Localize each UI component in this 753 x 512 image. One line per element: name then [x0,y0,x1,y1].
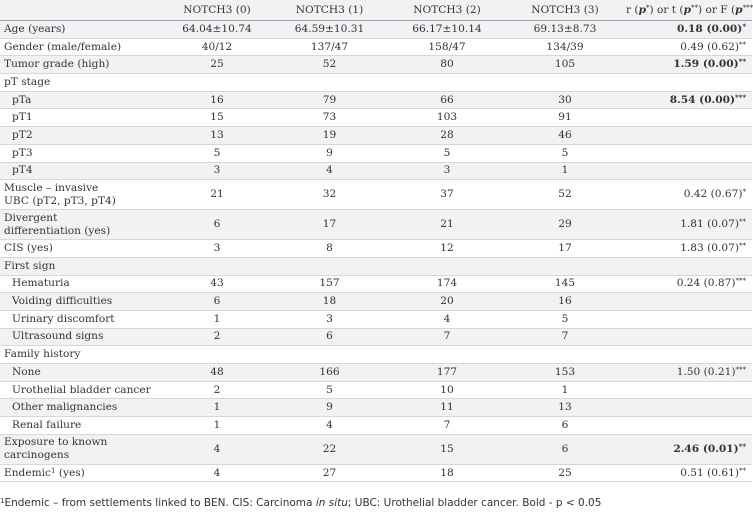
row-label [0,310,163,328]
cell-statistic [624,328,752,346]
header-notch3-3: NOTCH3 (3) [506,0,624,21]
table-row [0,38,752,56]
row-label [0,180,163,210]
table-row [0,464,752,482]
cell-notch3-3: 6 [561,442,569,455]
statistic-value: 0.51 (0.61) [680,466,739,479]
cell-notch3-3: 105 [554,58,576,71]
row-label [0,162,163,180]
cell-notch3-1: 8 [326,242,333,255]
cell-notch3-0: 40/12 [201,40,233,53]
cell-notch3-2: 80 [440,58,454,71]
cell-notch3-3: 25 [558,466,572,479]
row-label [0,38,163,56]
header-notch3-2: NOTCH3 (2) [388,0,506,21]
row-label-text: First sign [4,259,56,272]
statistic-value: 0.24 (0.87) [676,277,736,290]
cell-notch3-0 [163,346,271,364]
row-label-text: Endemic [4,466,51,479]
cell-statistic [624,38,752,56]
cell-notch3-3: 17 [558,242,572,255]
cell-notch3-3: 52 [558,188,572,201]
row-label-text: pT stage [4,75,51,88]
table-row [0,180,752,210]
statistic-marker: ** [739,218,746,227]
cell-notch3-3: 29 [558,218,572,231]
row-label-text: pT1 [12,111,33,124]
cell-notch3-0: 3 [213,164,221,177]
cell-notch3-0: 3 [213,242,221,255]
statistic-value: 2.46 (0.01) [673,442,739,455]
cell-statistic [624,381,752,399]
cell-notch3-2: 4 [443,312,451,325]
cell-notch3-1: 4 [326,418,333,431]
table-row [0,74,752,92]
cell-notch3-3 [506,74,624,92]
header-row [0,0,752,21]
statistic-marker: ** [739,242,746,251]
cell-notch3-3 [506,257,624,275]
row-label-text: Voiding difficulties [12,295,113,308]
cell-notch3-2: 20 [440,295,454,308]
cell-statistic [624,275,752,293]
cell-notch3-1: 79 [322,93,337,106]
cell-notch3-1: 5 [326,383,333,396]
cell-statistic [624,434,752,464]
table-row [0,91,752,109]
cell-statistic [624,364,752,382]
cell-notch3-1: 22 [322,442,337,455]
cell-notch3-1: 166 [319,365,340,378]
cell-notch3-2: 7 [443,418,451,431]
statistic-value: 0.49 (0.62) [680,40,739,53]
cell-notch3-0: 6 [213,218,221,231]
cell-notch3-1: 157 [319,277,340,290]
statistic-value: 1.81 (0.07) [680,218,739,231]
table-body [0,21,752,482]
cell-statistic [624,346,752,364]
cell-notch3-1: 32 [322,188,337,201]
row-label-line2: carcinogens [4,449,70,462]
cell-notch3-2: 66.17±10.14 [412,22,482,35]
cell-notch3-0: 43 [210,277,224,290]
row-label [0,91,163,109]
row-label-text: Tumor grade (high) [4,58,110,71]
cell-notch3-3 [506,346,624,364]
table-row [0,257,752,275]
row-label [0,328,163,346]
cell-statistic [624,210,752,240]
cell-statistic [624,144,752,162]
row-label-text: Divergent [4,211,58,224]
cell-notch3-1: 18 [322,295,337,308]
cell-notch3-2: 177 [436,365,458,378]
table-row [0,328,752,346]
footnote: $^1$Endemic – from settlements linked to BEN. CIS: Carcinoma in situ; UBC: Urothelial bladder cancer. Bold - p < 0.05 [0,497,602,509]
cell-notch3-3: 5 [561,312,569,325]
cell-notch3-0: 5 [213,146,221,159]
statistic-value: 8.54 (0.00) [669,93,736,106]
row-label-text: Ultrasound signs [12,330,104,343]
row-label-text: pT2 [12,128,33,141]
cell-notch3-2 [388,257,506,275]
cell-notch3-3: 30 [558,93,572,106]
cell-notch3-1: 17 [322,218,337,231]
cell-notch3-3: 1 [561,383,569,396]
statistic-value: 1.59 (0.00) [673,58,739,71]
cell-notch3-2: 10 [440,383,454,396]
table-row [0,109,752,127]
cell-notch3-1: 9 [326,401,333,414]
header-blank [0,0,163,21]
cell-notch3-2: 28 [440,128,454,141]
statistic-value: 1.50 (0.21) [676,365,736,378]
cell-notch3-2: 18 [440,466,454,479]
row-label [0,210,163,240]
statistic-value: 0.42 (0.67) [683,188,743,201]
header-statistic: r (p*) or t (p**) or F (p*** [624,0,752,21]
cell-notch3-1: 27 [322,466,337,479]
cell-notch3-0: 64.04±10.74 [182,22,252,35]
cell-notch3-2: 103 [436,111,458,124]
row-label [0,127,163,145]
row-label [0,74,163,92]
cell-notch3-2: 174 [436,277,458,290]
cell-notch3-2 [388,346,506,364]
cell-notch3-2: 66 [440,93,454,106]
cell-statistic [624,91,752,109]
row-label-text: Exposure to known [4,436,108,449]
cell-notch3-0: 2 [213,330,221,343]
footnote-marker: 1 [50,466,56,475]
table-row [0,210,752,240]
row-label [0,346,163,364]
cell-notch3-0: 6 [213,295,221,308]
cell-statistic [624,74,752,92]
row-label-text: Hematuria [12,277,70,290]
statistic-value: 0.18 (0.00) [677,22,743,35]
row-label [0,399,163,417]
statistic-marker: *** [735,277,746,286]
cell-notch3-3: 6 [561,418,569,431]
cell-notch3-0 [163,257,271,275]
row-label [0,381,163,399]
cell-notch3-0: 48 [210,365,224,378]
table-row [0,310,752,328]
row-label [0,240,163,258]
row-label [0,144,163,162]
cell-statistic [624,240,752,258]
row-label-line2: UBC (pT2, pT3, pT4) [4,194,116,207]
row-label-text: None [12,365,41,378]
table-row [0,127,752,145]
cell-notch3-2: 15 [440,442,454,455]
row-label-text: Gender (male/female) [4,40,122,53]
cell-notch3-2: 158/47 [428,40,466,53]
cell-notch3-3: 46 [558,128,572,141]
cell-notch3-0: 1 [213,418,221,431]
cell-statistic [624,417,752,435]
table-row [0,275,752,293]
table-row [0,346,752,364]
statistic-marker: * [742,188,746,197]
table-row [0,417,752,435]
cell-notch3-0: 2 [213,383,221,396]
cell-notch3-0: 21 [210,188,224,201]
table-row [0,144,752,162]
table-row [0,399,752,417]
row-label [0,293,163,311]
cell-notch3-3: 91 [558,111,572,124]
cell-notch3-0: 4 [213,466,221,479]
cell-notch3-0 [163,74,271,92]
row-label-text: pT3 [12,146,33,159]
statistic-marker: ** [739,466,746,475]
cell-notch3-2 [388,74,506,92]
statistic-marker: * [742,21,746,31]
row-label [0,417,163,435]
cell-notch3-2: 5 [443,146,451,159]
cell-statistic [624,127,752,145]
cell-notch3-0: 4 [213,442,221,455]
cell-statistic [624,162,752,180]
row-label-text: pT4 [12,164,33,177]
cell-notch3-1 [271,346,388,364]
row-label-text: Urothelial bladder cancer [12,383,151,396]
row-label [0,56,163,74]
statistic-marker: *** [735,92,746,102]
cell-notch3-0: 16 [210,93,224,106]
cell-notch3-3: 16 [558,295,572,308]
cell-notch3-2: 12 [440,242,454,255]
cell-notch3-0: 1 [213,312,221,325]
statistic-marker: ** [739,40,746,49]
cell-notch3-3: 13 [558,401,572,414]
row-label-text: pTa [12,93,32,106]
statistic-value: 1.83 (0.07) [680,242,739,255]
cell-notch3-0: 13 [210,128,224,141]
header-notch3-1: NOTCH3 (1) [271,0,388,21]
row-label-text: Urinary discomfort [12,312,115,325]
cell-notch3-3: 1 [561,164,569,177]
row-label [0,464,163,482]
row-label [0,257,163,275]
cell-notch3-1: 19 [322,128,337,141]
cell-notch3-1: 6 [326,330,333,343]
row-label-text: Renal failure [12,418,82,431]
cell-statistic [624,293,752,311]
cell-notch3-1: 64.59±10.31 [294,22,365,35]
row-label-text: Other malignancies [12,401,118,414]
cell-statistic [624,21,752,39]
cell-notch3-2: 37 [440,188,454,201]
cell-statistic [624,399,752,417]
cell-notch3-1: 73 [322,111,337,124]
row-label-text: CIS (yes) [4,242,53,255]
table-row [0,434,752,464]
cell-notch3-0: 15 [210,111,224,124]
cell-notch3-2: 11 [440,401,454,414]
cell-notch3-1 [271,257,388,275]
cell-notch3-3: 145 [554,277,576,290]
cell-notch3-1 [271,74,388,92]
statistic-marker: ** [738,57,746,67]
row-label-line2: differentiation (yes) [4,224,111,237]
statistic-marker: *** [735,365,746,374]
cell-notch3-0: 25 [210,58,224,71]
table-row [0,381,752,399]
table-row [0,293,752,311]
cell-notch3-1: 3 [326,312,333,325]
cell-notch3-3: 153 [554,365,576,378]
cell-notch3-1: 4 [326,164,333,177]
row-label [0,109,163,127]
row-label-text: Family history [4,348,81,361]
cell-statistic [624,180,752,210]
cell-notch3-3: 69.13±8.73 [533,22,597,35]
row-label [0,275,163,293]
table-row [0,162,752,180]
cell-statistic [624,310,752,328]
row-label [0,21,163,39]
cell-statistic [624,464,752,482]
cell-notch3-1: 137/47 [310,40,349,53]
table-row [0,21,752,39]
cell-notch3-2: 3 [443,164,451,177]
cell-notch3-3: 134/39 [546,40,584,53]
cell-statistic [624,56,752,74]
cell-notch3-1: 52 [322,58,337,71]
cell-notch3-0: 1 [213,401,221,414]
table-row [0,364,752,382]
table-row [0,56,752,74]
row-label-text: Age (years) [4,22,66,35]
cell-statistic [624,109,752,127]
cell-notch3-1: 9 [326,146,333,159]
row-label-suffix: (yes) [55,466,85,479]
table-row [0,240,752,258]
cell-notch3-2: 21 [440,218,454,231]
row-label [0,364,163,382]
row-label-text: Muscle – invasive [4,181,99,194]
row-label [0,434,163,464]
header-notch3-0: NOTCH3 (0) [163,0,271,21]
cell-notch3-2: 7 [443,330,451,343]
statistic-marker: ** [738,441,746,451]
cell-statistic [624,257,752,275]
cell-notch3-3: 7 [561,330,569,343]
cell-notch3-3: 5 [561,146,569,159]
